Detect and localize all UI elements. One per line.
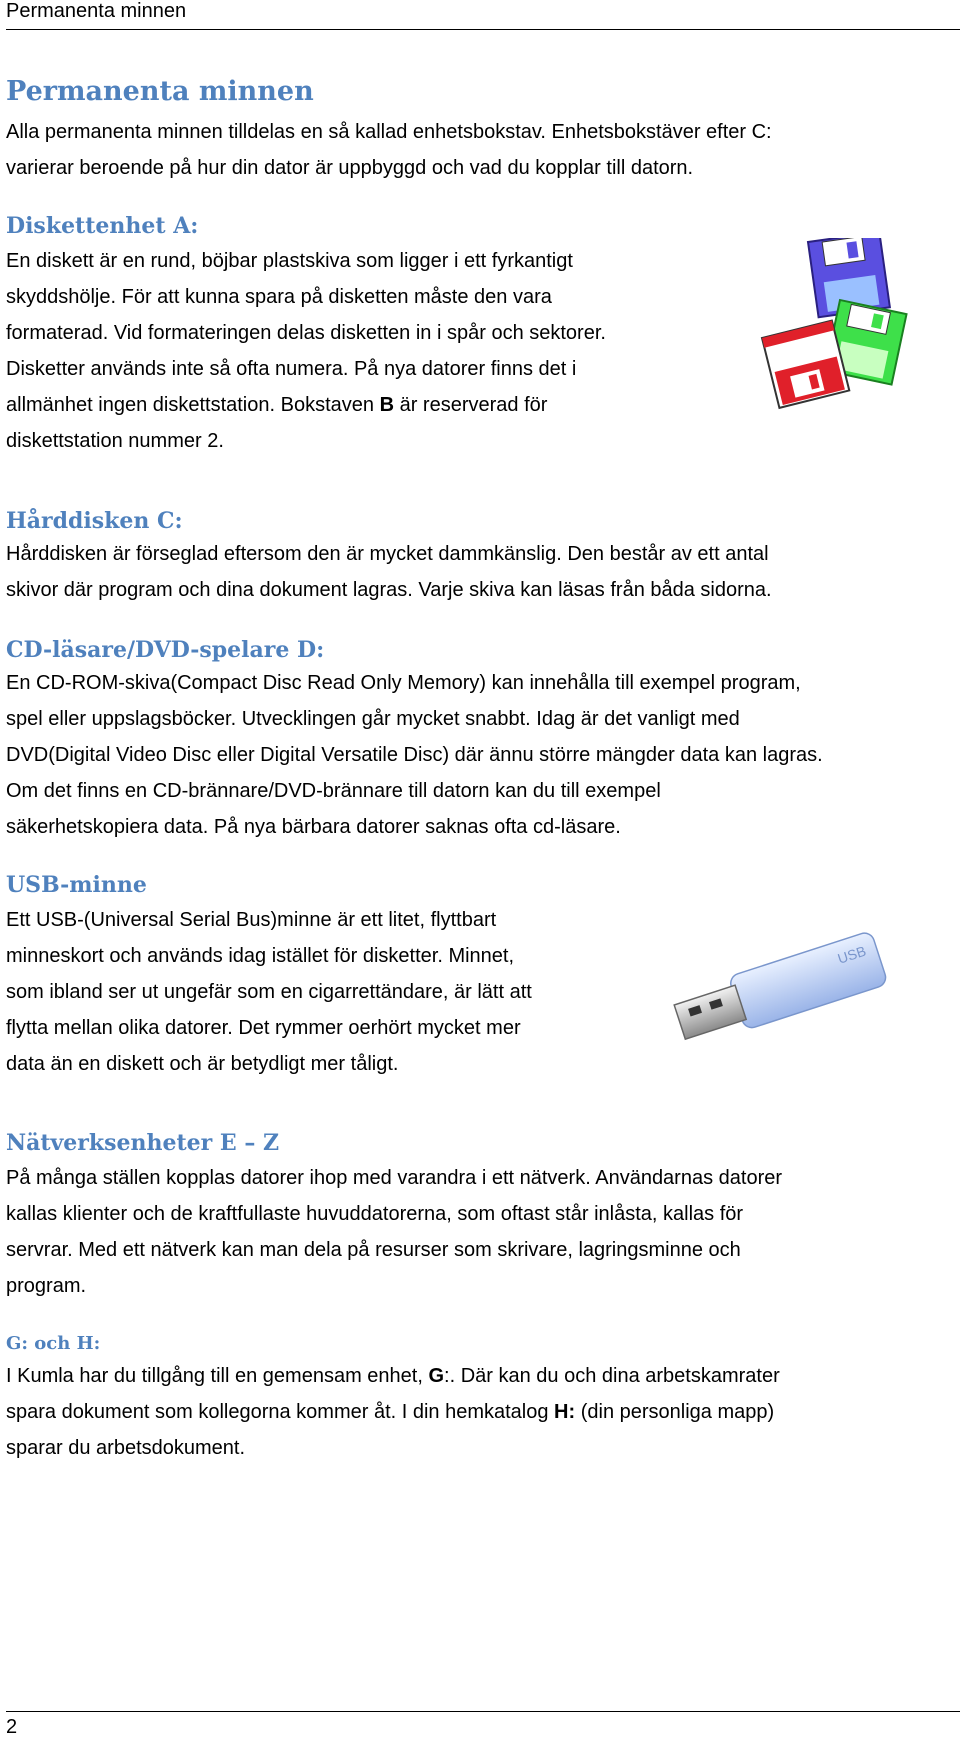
gh-line-3: sparar du arbetsdokument. bbox=[6, 1437, 246, 1459]
cd-line-3: DVD(Digital Video Disc eller Digital Versatile Disc) där ännu större mängder data kan lagras. bbox=[6, 744, 823, 766]
header-title: Permanenta minnen bbox=[6, 0, 187, 22]
drive-letter-h: H: bbox=[554, 1401, 576, 1423]
floppy-line-5-end: är reserverad för bbox=[394, 394, 548, 416]
drive-letter-g: G bbox=[428, 1365, 445, 1387]
usb-stick-label: USB bbox=[835, 942, 868, 967]
usb-body bbox=[728, 931, 888, 1031]
cd-line-5: säkerhetskopiera data. På nya bärbara datorer saknas ofta cd-läsare. bbox=[6, 816, 621, 838]
floppy-line-6: diskettstation nummer 2. bbox=[6, 430, 224, 452]
gh-line-2-end: (din personliga mapp) bbox=[575, 1401, 775, 1423]
usb-line-2: minneskort och används idag istället för disketter. Minnet, bbox=[6, 945, 515, 967]
section-heading-cd-dvd: CD-läsare/DVD-spelare D: bbox=[6, 637, 325, 663]
gh-line-1 bbox=[6, 1358, 780, 1394]
usb-line-3: som ibland ser ut ungefär som en cigarrettändare, är lätt att bbox=[6, 981, 532, 1003]
intro-line-2: varierar beroende på hur din dator är uppbyggd och vad du kopplar till datorn. bbox=[6, 157, 694, 179]
usb-connector bbox=[674, 985, 746, 1039]
floppy-letter-b: B bbox=[379, 394, 395, 416]
gh-line-2 bbox=[6, 1394, 774, 1430]
network-line-1: På många ställen kopplas datorer ihop med varandra i ett nätverk. Användarnas datorer bbox=[6, 1167, 783, 1189]
harddisk-line-1: Hårddisken är förseglad eftersom den är mycket dammkänslig. Den består av ett antal bbox=[6, 543, 769, 565]
section-heading-permanenta-minnen: Permanenta minnen bbox=[6, 76, 314, 107]
floppy-line-4: Disketter används inte så ofta numera. På nya datorer finns det i bbox=[6, 358, 577, 380]
harddisk-line-2: skivor där program och dina dokument lagras. Varje skiva kan läsas från båda sidorna. bbox=[6, 579, 772, 601]
footer-divider bbox=[6, 1711, 960, 1712]
section-heading-natverksenheter: Nätverksenheter E – Z bbox=[6, 1130, 280, 1156]
gh-line-2-start: spara dokument som kollegorna kommer åt. I din hemkatalog bbox=[6, 1401, 555, 1423]
section-heading-g-och-h: G: och H: bbox=[6, 1333, 101, 1354]
floppy-line-5-start: allmänhet ingen diskettstation. Bokstaven bbox=[6, 394, 380, 416]
network-line-2: kallas klienter och de kraftfullaste huvuddatorerna, som oftast står inlåsta, kallas för bbox=[6, 1203, 744, 1225]
network-line-4: program. bbox=[6, 1275, 87, 1297]
floppy-line-3: formaterad. Vid formateringen delas disketten in i spår och sektorer. bbox=[6, 322, 606, 344]
floppy-disks-image bbox=[758, 238, 918, 428]
floppy-line-5 bbox=[6, 387, 547, 423]
usb-stick-image bbox=[665, 920, 905, 1050]
page-header bbox=[6, 0, 960, 30]
cd-line-2: spel eller uppslagsböcker. Utvecklingen går mycket snabbt. Idag är det vanligt med bbox=[6, 708, 740, 730]
usb-line-1: Ett USB-(Universal Serial Bus)minne är ett litet, flyttbart bbox=[6, 909, 497, 931]
gh-line-1-end: :. Där kan du och dina arbetskamrater bbox=[444, 1365, 780, 1387]
cd-line-1: En CD-ROM-skiva(Compact Disc Read Only Memory) kan innehålla till exempel program, bbox=[6, 672, 801, 694]
usb-line-5: data än en diskett och är betydligt mer tåligt. bbox=[6, 1053, 399, 1075]
intro-line-1: Alla permanenta minnen tilldelas en så kallad enhetsbokstav. Enhetsbokstäver efter C: bbox=[6, 121, 772, 143]
usb-line-4: flytta mellan olika datorer. Det rymmer oerhört mycket mer bbox=[6, 1017, 521, 1039]
floppy-line-2: skyddshölje. För att kunna spara på disketten måste den vara bbox=[6, 286, 552, 308]
section-heading-usb: USB-minne bbox=[6, 872, 147, 898]
floppy-line-1: En diskett är en rund, böjbar plastskiva som ligger i ett fyrkantigt bbox=[6, 250, 573, 272]
network-line-3: servrar. Med ett nätverk kan man dela på resurser som skrivare, lagringsminne och bbox=[6, 1239, 741, 1261]
section-heading-harddisken: Hårddisken C: bbox=[6, 508, 183, 534]
section-heading-diskettenhet: Diskettenhet A: bbox=[6, 213, 199, 239]
cd-line-4: Om det finns en CD-brännare/DVD-brännare till datorn kan du till exempel bbox=[6, 780, 661, 802]
gh-line-1-start: I Kumla har du tillgång till en gemensam enhet, bbox=[6, 1365, 429, 1387]
page-number: 2 bbox=[6, 1716, 18, 1738]
